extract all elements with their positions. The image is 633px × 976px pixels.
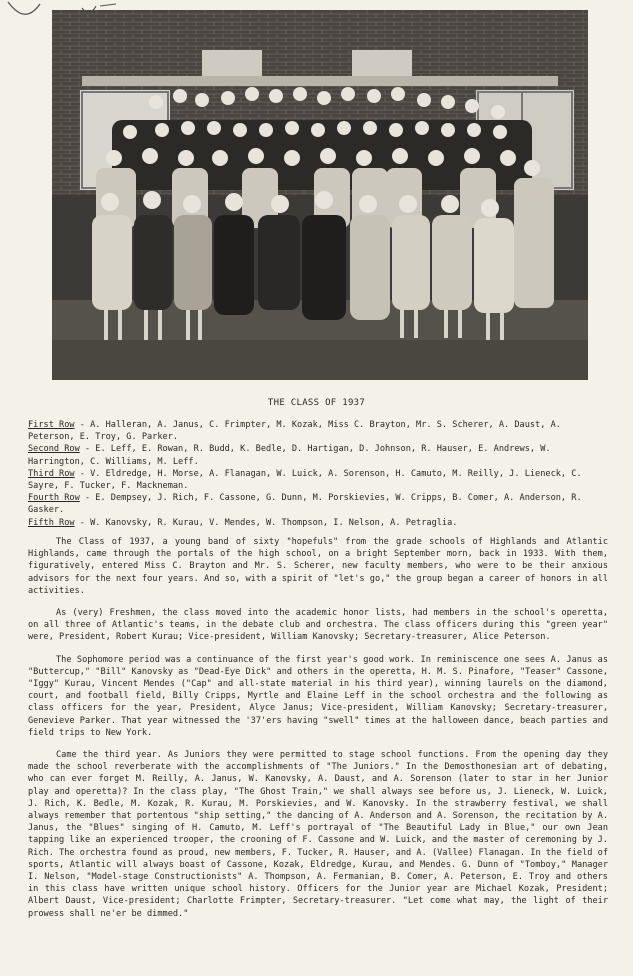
row-listing	[28, 419, 603, 529]
row-names: - A. Halleran, A. Janus, C. Frimpter, M. Kozak, Miss C. Brayton, Mr. S. Scherer, A. Daust, A. Peterson, E. Troy, G. Parker.	[28, 420, 561, 443]
row-entry	[28, 419, 603, 443]
history-paragraph-freshman-intro: The Class of 1937, a young band of sixty "hopefuls" from the grade schools of Highlands and Atlantic Highlands, came through the portals of the high school, on a bright September morn, back in 1933. With them, figuratively, entered Miss C. Brayton and Mr. S. Scherer, new faculty members, who were to be their anxious advisors for the next four years. And so, with a spirit of "let's go," the group began a career of honors in all activities.	[28, 537, 608, 596]
history-paragraph-freshmen: As (very) Freshmen, the class moved into the academic honor lists, had members in the school's operetta, on all three of Atlantic's teams, in the debate club and orchestra. The class officers during this "green year" were, President, Robert Kurau; Vice-president, William Kanovsky; Secretary-treasurer, Alice Peterson.	[28, 608, 608, 643]
row-label: Fourth Row	[28, 493, 80, 504]
row-names: - V. Eldredge, H. Morse, A. Flanagan, W. Luick, A. Sorenson, H. Camuto, M. Reilly, J. Lieneck, C. Sayre, F. Tucker, F. Mackneman.	[28, 468, 582, 492]
row-entry	[28, 492, 603, 516]
row-label: First Row	[28, 420, 75, 430]
class-photo	[52, 10, 588, 380]
row-names: - E. Leff, E. Rowan, R. Budd, K. Bedle, D. Hartigan, D. Johnson, R. Hauser, E. Andrews, W. Harrington, C. Williams, M. Leff.	[28, 444, 551, 467]
row-label: Second Row	[28, 444, 80, 455]
row-names: - W. Kanovsky, R. Kurau, V. Mendes, W. Thompson, I. Nelson, A. Petraglia.	[74, 517, 458, 528]
history-paragraph-sophomore: The Sophomore period was a continuance of the first year's good work. In reminiscence one sees A. Janus as "Buttercup," "Bill" Kanovsky as "Dead-Eye Dick" and others in the operetta, H. M. S. Pinafore, "Teaser" Cassone, "Iggy" Kurau, Vincent Mendes ("Cap" and all-state material in his third year), winning laurels on the diamond, court, and football field, Billy Cripps, Myrtle and Elaine Leff in the school orchestra and the following as class officers for the year, President, Alyce Janus; Vice-president, William Kanovsky; Secretary-treasurer, Genevieve Parker. That year witnessed the '37'ers having "swell" times at the halloween dance, beach parties and field trips to New York.	[28, 654, 608, 738]
row-entry	[28, 468, 603, 492]
row-names: - E. Dempsey, J. Rich, F. Cassone, G. Dunn, M. Porskievies, W. Cripps, B. Comer, A. Anderson, R. Gasker.	[28, 493, 582, 516]
class-history	[28, 536, 608, 930]
history-paragraph-junior: Came the third year. As Juniors they were permitted to stage school functions. From the opening day they made the school reverberate with the accomplishments of "The Juniors." In the Demosthonesian art of debating, who can ever forget M. Reilly, A. Janus, W. Kanovsky, A. Daust, and A. Sorenson (later to star in her Junior play and operetta)? In the class play, "The Ghost Train," we shall always see before us, J. Lieneck, W. Luick, J. Rich, K. Bedle, M. Kozak, R. Kurau, M. Porskievies, and W. Kanovsky. In the strawberry festival, we shall always remember that portentous "ship setting," the dancing of A. Anderson and A. Sorenson, the recitation by A. Janus, the "Blues" singing of H. Camuto, M. Leff's portrayal of "The Beautiful Lady in Blue," our own Jean tapping like an experienced trooper, the crooning of F. Cassone and W. Luick, and the master of ceremoning by J. Rich. The orchestra found as proud, new members, F. Tucker, R. Hauser, and A. (Vallee) Flanagan. In the field of sports, Atlantic will always boast of Cassone, Kozak, Eldredge, Kurau, and Mendes. G. Dunn of "Tomboy," Manager I. Nelson, "Model-stage Constructionists" A. Thompson, A. Fermanian, B. Comer, A. Peterson, E. Troy and others in this class have written unique school history. Officers for the Junior year are Michael Kozak, President; Albert Daust, Vice-president; Charlotte Frimpter, Secretary-treasurer. "Let come what may, the light of their prowess shall ne'er be dimmed."	[28, 750, 608, 919]
photo-caption: THE CLASS OF 1937	[267, 398, 366, 408]
row-entry	[28, 443, 603, 467]
row-entry	[28, 517, 603, 529]
row-label: Third Row	[28, 468, 75, 479]
row-label: Fifth Row	[28, 517, 75, 528]
